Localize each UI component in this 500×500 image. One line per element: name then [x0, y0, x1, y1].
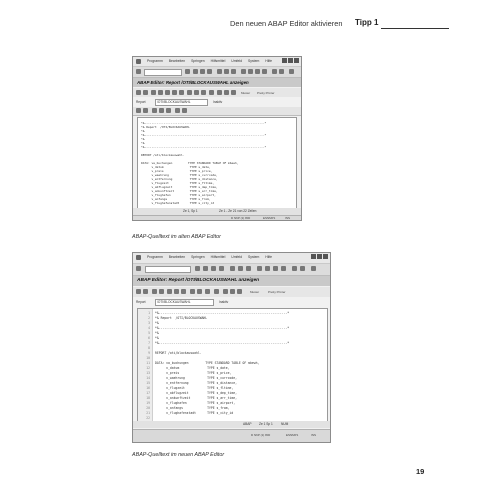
- line-number: 14: [146, 376, 150, 380]
- cursor-position: Ze 1 Sp 1: [259, 422, 273, 426]
- line-number: 3: [148, 321, 150, 325]
- line-range: Ze 1 - Ze 21 von 22 Zeilen: [219, 209, 257, 213]
- menu-item[interactable]: Hilfsmittel: [210, 255, 226, 259]
- where-used-icon[interactable]: [190, 289, 195, 294]
- code-line[interactable]: *&: [155, 336, 159, 340]
- insert-mode: INS: [285, 216, 291, 220]
- save-icon[interactable]: [195, 266, 200, 271]
- where-used-icon[interactable]: [187, 90, 192, 95]
- server-info: ESNMP1: [286, 433, 299, 437]
- code-line[interactable]: *& Report /OTI/BLOCKAUSWAHL: [141, 125, 190, 129]
- standard-toolbar: [133, 67, 301, 78]
- system-info: D N6P (1) 800: [251, 433, 271, 437]
- code-line[interactable]: v_flughafen TYPE s_airport,: [155, 401, 236, 405]
- prev-page-icon[interactable]: [248, 69, 253, 74]
- position-row: [133, 208, 301, 215]
- report-row: [133, 298, 330, 307]
- code-line[interactable]: *&---------------------------------------------------------------------*: [155, 311, 290, 315]
- code-line[interactable]: v_datum TYPE s_date,: [141, 165, 211, 169]
- line-number: 7: [148, 341, 150, 345]
- cut-icon[interactable]: [217, 90, 222, 95]
- code-line[interactable]: v_flughafenstadt TYPE s_city_id: [155, 411, 234, 415]
- code-line[interactable]: *&---------------------------------------------------------------------*: [155, 341, 290, 345]
- code-line[interactable]: v_flugzeit TYPE s_fltime,: [141, 181, 215, 185]
- report-status: Inaktiv: [219, 300, 229, 304]
- code-line[interactable]: REPORT /oti/blockauswahl.: [155, 351, 202, 355]
- first-page-icon[interactable]: [241, 69, 246, 74]
- status-bar: [133, 215, 301, 221]
- menu-item[interactable]: Springen: [191, 255, 205, 259]
- sap-icon: [136, 59, 141, 64]
- code-line[interactable]: v_preis TYPE s_price,: [141, 169, 213, 173]
- close-icon[interactable]: [323, 254, 328, 259]
- screen-title: ABAP Editor: Report /OTI/BLOCKAUSWAHL anzeigen: [133, 276, 330, 286]
- test-icon[interactable]: [181, 289, 186, 294]
- report-row: [133, 98, 301, 106]
- line-number: 5: [148, 331, 150, 335]
- exit-icon[interactable]: [200, 69, 205, 74]
- find-next-icon[interactable]: [246, 266, 251, 271]
- sap-icon: [136, 255, 141, 260]
- running-header-title: Den neuen ABAP Editor aktivieren: [230, 19, 343, 28]
- code-line[interactable]: v_flugzeit TYPE s_fltime,: [155, 386, 234, 390]
- line-number: 15: [146, 381, 150, 385]
- command-field[interactable]: [145, 266, 191, 273]
- check-icon[interactable]: [167, 289, 172, 294]
- menu-item[interactable]: Bearbeiten: [168, 255, 186, 259]
- exit-icon[interactable]: [211, 266, 216, 271]
- server-info: ESNMP1: [263, 216, 276, 220]
- system-info: D N6P (1) 800: [231, 216, 251, 220]
- line-number: 22: [146, 416, 150, 420]
- line-number: 10: [146, 356, 150, 360]
- line-number: 6: [148, 336, 150, 340]
- shortcut-icon[interactable]: [279, 69, 284, 74]
- activate-icon[interactable]: [174, 289, 179, 294]
- report-label: Report: [136, 100, 146, 104]
- maximize-icon[interactable]: [288, 58, 293, 63]
- line-number: 18: [146, 396, 150, 400]
- window-buttons: [281, 58, 299, 64]
- position-row: [133, 421, 330, 428]
- menu-item[interactable]: Programm: [146, 255, 163, 259]
- select-block-icon[interactable]: [152, 108, 157, 113]
- redo-icon[interactable]: [143, 108, 148, 113]
- muster-button[interactable]: Muster: [250, 290, 260, 294]
- next-page-icon[interactable]: [255, 69, 260, 74]
- old-editor-screenshot: [132, 56, 302, 221]
- toggle-icon[interactable]: [159, 289, 164, 294]
- code-editor[interactable]: [137, 308, 328, 422]
- test-icon[interactable]: [179, 90, 184, 95]
- copy-icon[interactable]: [224, 90, 229, 95]
- line-number: 17: [146, 391, 150, 395]
- maximize-icon[interactable]: [317, 254, 322, 259]
- application-toolbar: [133, 287, 330, 297]
- code-line[interactable]: v_waehrung TYPE s_currcode,: [155, 376, 237, 380]
- code-line[interactable]: *&: [141, 137, 145, 141]
- print-icon[interactable]: [230, 266, 235, 271]
- pretty-printer-button[interactable]: Pretty Printer: [268, 290, 286, 294]
- object-list-icon[interactable]: [194, 90, 199, 95]
- back-icon[interactable]: [193, 69, 198, 74]
- code-editor[interactable]: [137, 117, 297, 209]
- window-buttons: [310, 254, 328, 260]
- paste-icon[interactable]: [231, 90, 236, 95]
- navigation-icon[interactable]: [201, 90, 206, 95]
- code-line[interactable]: v_flughafenstadt TYPE s_city_id: [141, 201, 215, 205]
- menu-item[interactable]: Hilfe: [265, 255, 273, 259]
- find-icon[interactable]: [238, 266, 243, 271]
- close-icon[interactable]: [294, 58, 299, 63]
- code-line[interactable]: v_waehrung TYPE s_currcode,: [141, 173, 218, 177]
- prev-page-icon[interactable]: [265, 266, 270, 271]
- enter-icon[interactable]: [136, 266, 141, 271]
- menu-bar: [133, 57, 301, 67]
- line-number: 1: [148, 311, 150, 315]
- code-line[interactable]: *&---------------------------------------------------------------------*: [141, 133, 267, 137]
- code-line[interactable]: v_datum TYPE s_date,: [155, 366, 230, 370]
- line-number: 16: [146, 386, 150, 390]
- forward-arrow-icon[interactable]: [143, 90, 148, 95]
- next-page-icon[interactable]: [273, 266, 278, 271]
- code-line[interactable]: *& Report /OTI/BLOCKAUSWAHL: [155, 316, 208, 320]
- code-line[interactable]: v_ankunftzeit TYPE s_arr_time,: [141, 189, 218, 193]
- pretty-printer-button[interactable]: Pretty Printer: [257, 91, 275, 95]
- last-page-icon[interactable]: [262, 69, 267, 74]
- new-session-icon[interactable]: [272, 69, 277, 74]
- new-session-icon[interactable]: [292, 266, 297, 271]
- menu-item[interactable]: Programm: [146, 59, 163, 63]
- report-name-field[interactable]: /OTI/BLOCKAUSWAHL: [155, 99, 208, 106]
- code-line[interactable]: v_entfernung TYPE s_distance,: [141, 177, 218, 181]
- line-number: 8: [148, 346, 150, 350]
- copy-icon[interactable]: [230, 289, 235, 294]
- line-number: 4: [148, 326, 150, 330]
- cancel-icon[interactable]: [207, 69, 212, 74]
- code-line[interactable]: v_entfernung TYPE s_distance,: [155, 381, 237, 385]
- delete-line-icon[interactable]: [166, 108, 171, 113]
- report-label: Report: [136, 300, 146, 304]
- undo-icon[interactable]: [136, 108, 141, 113]
- header-rule: [381, 28, 449, 29]
- standard-toolbar: [133, 264, 330, 276]
- back-arrow-icon[interactable]: [136, 289, 141, 294]
- breakpoint-icon[interactable]: [214, 289, 219, 294]
- page-number: 19: [416, 467, 425, 476]
- paste-icon[interactable]: [237, 289, 242, 294]
- back-icon[interactable]: [203, 266, 208, 271]
- command-field[interactable]: [144, 69, 182, 76]
- code-line[interactable]: v_anfangs TYPE s_from,: [141, 197, 211, 201]
- code-line[interactable]: REPORT /oti/blockauswahl.: [141, 153, 185, 157]
- language-indicator: ABAP: [243, 422, 252, 426]
- new-editor-screenshot: [132, 252, 331, 443]
- last-page-icon[interactable]: [281, 266, 286, 271]
- comment-icon[interactable]: [175, 108, 180, 113]
- code-line[interactable]: v_ankunftzeit TYPE s_arr_time,: [155, 396, 237, 400]
- minimize-icon[interactable]: [311, 254, 316, 259]
- breakpoint-icon[interactable]: [209, 90, 214, 95]
- help-icon[interactable]: [289, 69, 294, 74]
- save-icon[interactable]: [185, 69, 190, 74]
- figure-caption-new: ABAP-Quelltext im neuen ABAP Editor: [132, 452, 225, 458]
- menu-bar: [133, 253, 330, 264]
- cancel-icon[interactable]: [219, 266, 224, 271]
- code-line[interactable]: DATA: va_buchungen TYPE STANDARD TABLE OF mbewh,: [141, 161, 239, 165]
- code-line[interactable]: *&: [155, 321, 159, 325]
- muster-button[interactable]: Muster: [241, 91, 251, 95]
- report-name-field[interactable]: /OTI/BLOCKAUSWAHL: [155, 299, 214, 306]
- insert-mode: INS: [311, 433, 317, 437]
- find-icon[interactable]: [224, 69, 229, 74]
- code-line[interactable]: v_abflugzeit TYPE s_dep_time,: [141, 185, 218, 189]
- running-header-tipp: Tipp 1: [355, 18, 379, 27]
- code-line[interactable]: v_abflugzeit TYPE s_dep_time,: [155, 391, 237, 395]
- line-number: 19: [146, 401, 150, 405]
- code-line[interactable]: v_flughafen TYPE s_airport,: [141, 193, 216, 197]
- insert-line-icon[interactable]: [159, 108, 164, 113]
- figure-caption-old: ABAP-Quelltext im alten ABAP Editor: [132, 234, 221, 240]
- code-line[interactable]: v_anfangs TYPE s_from,: [155, 406, 230, 410]
- application-toolbar: [133, 88, 301, 97]
- check-icon[interactable]: [165, 90, 170, 95]
- menu-item[interactable]: Umfeld: [231, 255, 243, 259]
- report-status: Inaktiv: [213, 100, 223, 104]
- status-bar: [133, 429, 330, 443]
- code-line[interactable]: *&: [155, 331, 159, 335]
- activate-icon[interactable]: [172, 90, 177, 95]
- menu-item[interactable]: System: [247, 59, 260, 63]
- forward-arrow-icon[interactable]: [143, 289, 148, 294]
- line-number: 11: [146, 361, 150, 365]
- uncomment-icon[interactable]: [182, 108, 187, 113]
- line-number: 20: [146, 406, 150, 410]
- navigation-icon[interactable]: [205, 289, 210, 294]
- line-number: 21: [146, 411, 150, 415]
- first-page-icon[interactable]: [257, 266, 262, 271]
- print-icon[interactable]: [217, 69, 222, 74]
- find-next-icon[interactable]: [231, 69, 236, 74]
- code-line[interactable]: *&---------------------------------------------------------------------*: [141, 121, 267, 125]
- cut-icon[interactable]: [223, 289, 228, 294]
- screen-title: ABAP Editor: Report /OTI/BLOCKAUSWAHL anzeigen: [133, 78, 301, 87]
- edit-icon[interactable]: [151, 90, 156, 95]
- code-line[interactable]: *&: [141, 129, 145, 133]
- editor-toolbar: [133, 107, 301, 116]
- menu-item[interactable]: Springen: [191, 59, 205, 63]
- toggle-icon[interactable]: [158, 90, 163, 95]
- menu-item[interactable]: Bearbeiten: [168, 59, 186, 63]
- minimize-icon[interactable]: [282, 58, 287, 63]
- code-line[interactable]: *&---------------------------------------------------------------------*: [141, 145, 267, 149]
- back-arrow-icon[interactable]: [136, 90, 141, 95]
- code-line[interactable]: *&: [141, 141, 145, 145]
- line-number: 9: [148, 351, 150, 355]
- menu-item[interactable]: Hilfsmittel: [210, 59, 226, 63]
- line-number: 2: [148, 316, 150, 320]
- edit-icon[interactable]: [152, 289, 157, 294]
- menu-item[interactable]: Hilfe: [265, 59, 273, 63]
- shortcut-icon[interactable]: [300, 266, 305, 271]
- menu-item[interactable]: System: [247, 255, 260, 259]
- line-number: 13: [146, 371, 150, 375]
- code-line[interactable]: *&---------------------------------------------------------------------*: [155, 326, 290, 330]
- enter-icon[interactable]: [136, 69, 141, 74]
- code-line[interactable]: v_preis TYPE s_price,: [155, 371, 232, 375]
- menu-item[interactable]: Umfeld: [231, 59, 243, 63]
- line-number: 12: [146, 366, 150, 370]
- help-icon[interactable]: [311, 266, 316, 271]
- num-lock-indicator: NUM: [281, 422, 289, 426]
- code-line[interactable]: DATA: va_buchungen TYPE STANDARD TABLE OF mbewh,: [155, 361, 260, 365]
- object-list-icon[interactable]: [197, 289, 202, 294]
- cursor-position: Ze 1, Sp 1: [183, 209, 198, 213]
